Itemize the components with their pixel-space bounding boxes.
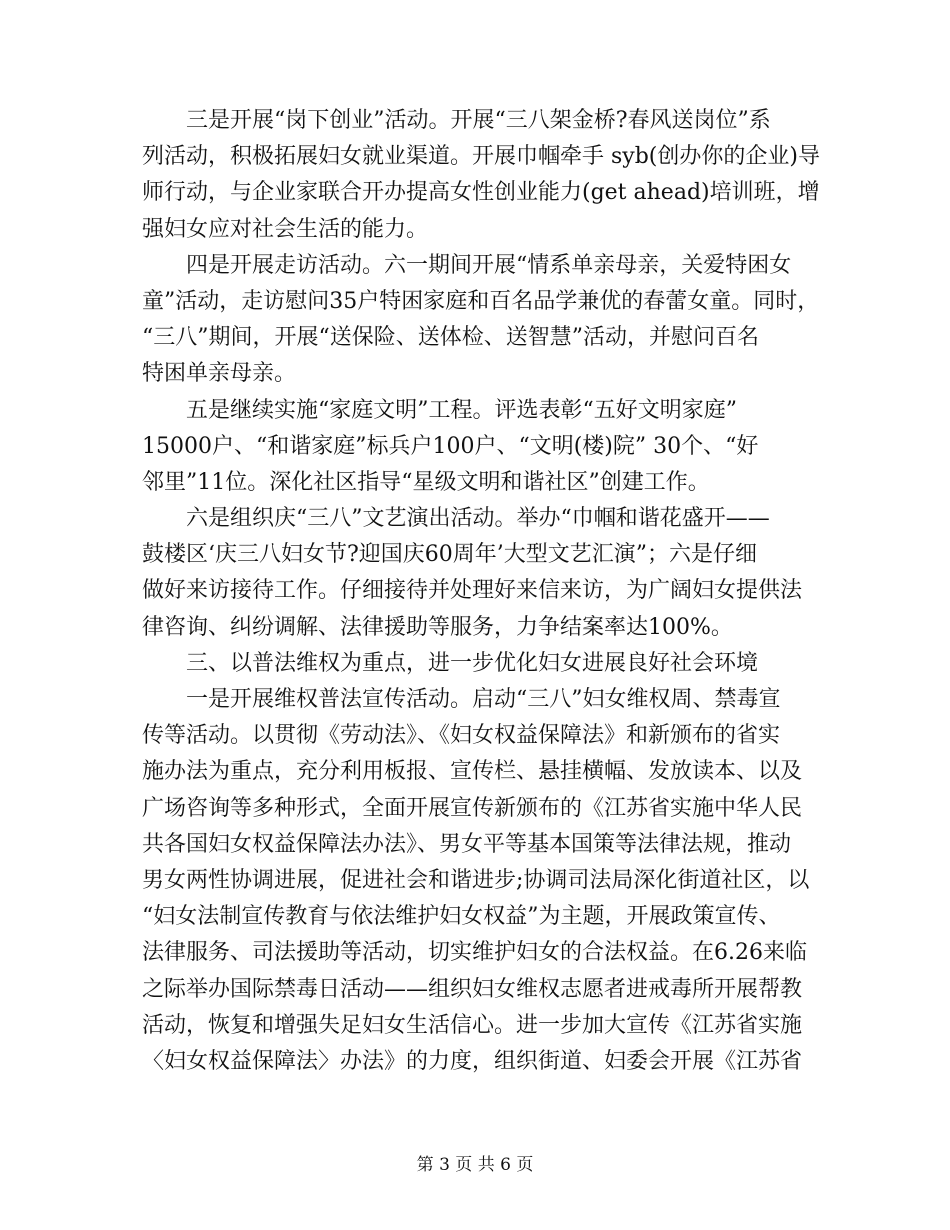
text-line: 一是开展维权普法宣传活动。启动“三八”妇女维权周、禁毒宣 bbox=[186, 687, 781, 712]
text-line: 法律服务、司法援助等活动，切实维护妇女的合法权益。在6.26来临 bbox=[142, 940, 807, 966]
text-line: 〈妇女权益保障法〉办法》的力度，组织街道、妇委会开展《江苏省 bbox=[142, 1048, 803, 1074]
text-line: 三是开展“岗下创业”活动。开展“三八架金桥?春风送岗位”系 bbox=[186, 108, 771, 133]
text-line: 六是组织庆“三八”文艺演出活动。举办“巾帼和谐花盛开—— bbox=[186, 506, 770, 532]
text-line: 强妇女应对社会生活的能力。 bbox=[142, 216, 429, 242]
text-line: 广场咨询等多种形式，全面开展宣传新颁布的《江苏省实施中华人民 bbox=[142, 795, 803, 821]
text-line: 五是继续实施“家庭文明”工程。评选表彰“五好文明家庭” bbox=[186, 397, 737, 423]
text-line: 特困单亲母亲。 bbox=[142, 361, 297, 387]
document-body bbox=[142, 103, 820, 1080]
text-line: 律咨询、纠纷调解、法律援助等服务，力争结案率达100%。 bbox=[142, 614, 733, 640]
text-line: 传等活动。以贯彻《劳动法》、《妇女权益保障法》和新颁布的省实 bbox=[142, 723, 781, 749]
text-line: 四是开展走访活动。六一期间开展“情系单亲母亲，关爱特困女 bbox=[186, 252, 792, 278]
text-line: 共各国妇女权益保障法办法》、男女平等基本国策等法律法规，推动 bbox=[142, 831, 792, 857]
text-line: 鼓楼区‘庆三八妇女节?迎国庆60周年’大型文艺汇演”；六是仔细 bbox=[142, 542, 758, 568]
text-line: “三八”期间，开展“送保险、送体检、送智慧”活动，并慰问百名 bbox=[142, 325, 759, 351]
text-line: 施办法为重点，充分利用板报、宣传栏、悬挂横幅、发放读本、以及 bbox=[142, 759, 803, 785]
text-line: 15000户、“和谐家庭”标兵户100户、“文明(楼)院” 30个、“好 bbox=[142, 433, 759, 459]
text-line: 童”活动，走访慰问35户特困家庭和百名品学兼优的春蕾女童。同时， bbox=[142, 288, 820, 314]
text-line: 活动，恢复和增强失足妇女生活信心。进一步加大宣传《江苏省实施 bbox=[142, 1012, 803, 1038]
text-line: 邻里”11位。深化社区指导“星级文明和谐社区”创建工作。 bbox=[142, 469, 710, 495]
text-line: 做好来访接待工作。仔细接待并处理好来信来访，为广阔妇女提供法 bbox=[142, 578, 803, 604]
page-number: 第 3 页 共 6 页 bbox=[416, 1155, 534, 1175]
text-line: 师行动，与企业家联合开办提高女性创业能力(get ahead)培训班，增 bbox=[142, 180, 820, 206]
section-heading: 三、以普法维权为重点，进一步优化妇女进展良好社会环境 bbox=[186, 650, 759, 676]
text-line: “妇女法制宣传教育与依法维护妇女权益”为主题，开展政策宣传、 bbox=[142, 904, 781, 930]
text-line: 男女两性协调进展，促进社会和谐进步;协调司法局深化街道社区，以 bbox=[142, 867, 810, 893]
text-line: 列活动，积极拓展妇女就业渠道。开展巾帼牵手 syb(创办你的企业)导 bbox=[142, 144, 820, 170]
text-line: 之际举办国际禁毒日活动——组织妇女维权志愿者进戒毒所开展帮教 bbox=[142, 976, 803, 1002]
